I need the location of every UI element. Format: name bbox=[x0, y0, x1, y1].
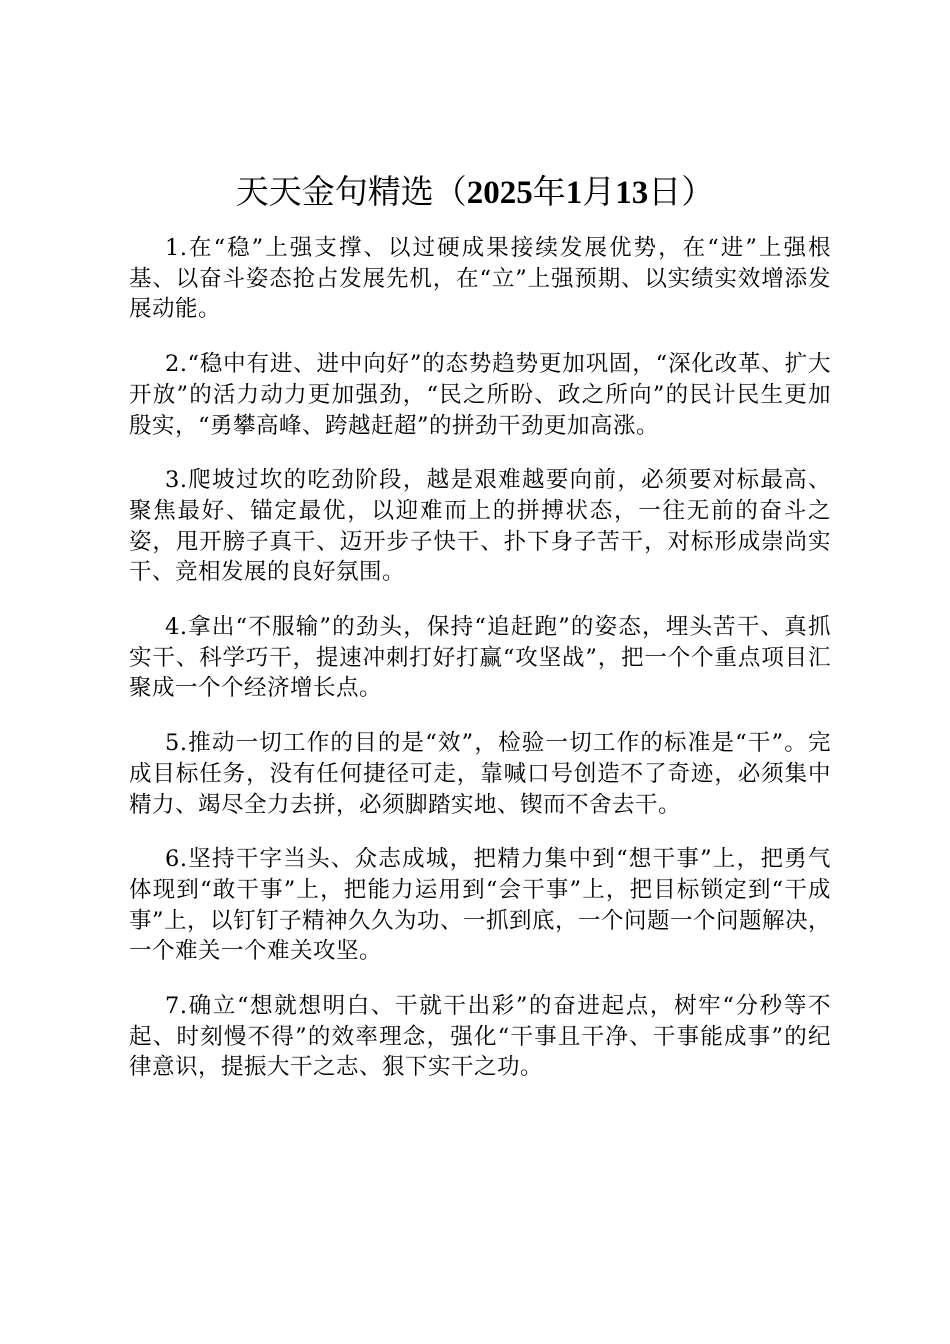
document-title bbox=[0, 168, 950, 217]
title-suffix: 日） bbox=[648, 172, 715, 211]
paragraph-6: 6.坚持干字当头、众志成城，把精力集中到“想干事”上，把勇气体现到“敢干事”上，把能力运用到“会干事”上，把目标锁定到“干成事”上，以钉钉子精神久久为功、一抓到底，一个问题一个问题解决，一个难关一个难关攻坚。 bbox=[129, 846, 832, 965]
paragraph-4: 4.拿出“不服输”的劲头，保持“追赶跑”的姿态，埋头苦干、真抓实干、科学巧干，提速冲刺打好打赢“攻坚战”，把一个个重点项目汇聚成一个个经济增长点。 bbox=[129, 614, 831, 702]
paragraph-3: 3.爬坡过坎的吃劲阶段，越是艰难越要向前，必须要对标最高、聚焦最好、锚定最优，以迎难而上的拼搏状态，一往无前的奋斗之姿，甩开膀子真干、迈开步子快干、扑下身子苦干，对标形成崇尚实干、竞相发展的良好氛围。 bbox=[129, 467, 831, 586]
title-year: 2025 bbox=[466, 175, 533, 211]
paragraph-5: 5.推动一切工作的目的是“效”，检验一切工作的标准是“干”。完成目标任务，没有任何捷径可走，靠喊口号创造不了奇迹，必须集中精力、竭尽全力去拼，必须脚踏实地、锲而不舍去干。 bbox=[129, 730, 831, 818]
title-day: 13 bbox=[615, 175, 649, 211]
title-prefix: 天天金句精选（ bbox=[235, 172, 467, 211]
document-body bbox=[129, 233, 831, 1107]
paragraph-7: 7.确立“想就想明白、干就干出彩”的奋进起点，树牢“分秒等不起、时刻慢不得”的效率理念，强化“干事且干净、干事能成事”的纪律意识，提振大干之志、狠下实干之功。 bbox=[129, 993, 831, 1081]
paragraph-1: 1.在“稳”上强支撑、以过硬成果接续发展优势，在“进”上强根基、以奋斗姿态抢占发展先机，在“立”上强预期、以实绩实效增添发展动能。 bbox=[129, 235, 831, 323]
title-year-unit: 年 bbox=[532, 172, 566, 211]
title-month-unit: 月 bbox=[582, 172, 616, 211]
title-month: 1 bbox=[565, 175, 583, 211]
paragraph-2: 2.“稳中有进、进中向好”的态势趋势更加巩固，“深化改革、扩大开放”的活力动力更加强劲，“民之所盼、政之所向”的民计民生更加殷实，“勇攀高峰、跨越赶超”的拼劲干劲更加高涨。 bbox=[129, 351, 831, 439]
